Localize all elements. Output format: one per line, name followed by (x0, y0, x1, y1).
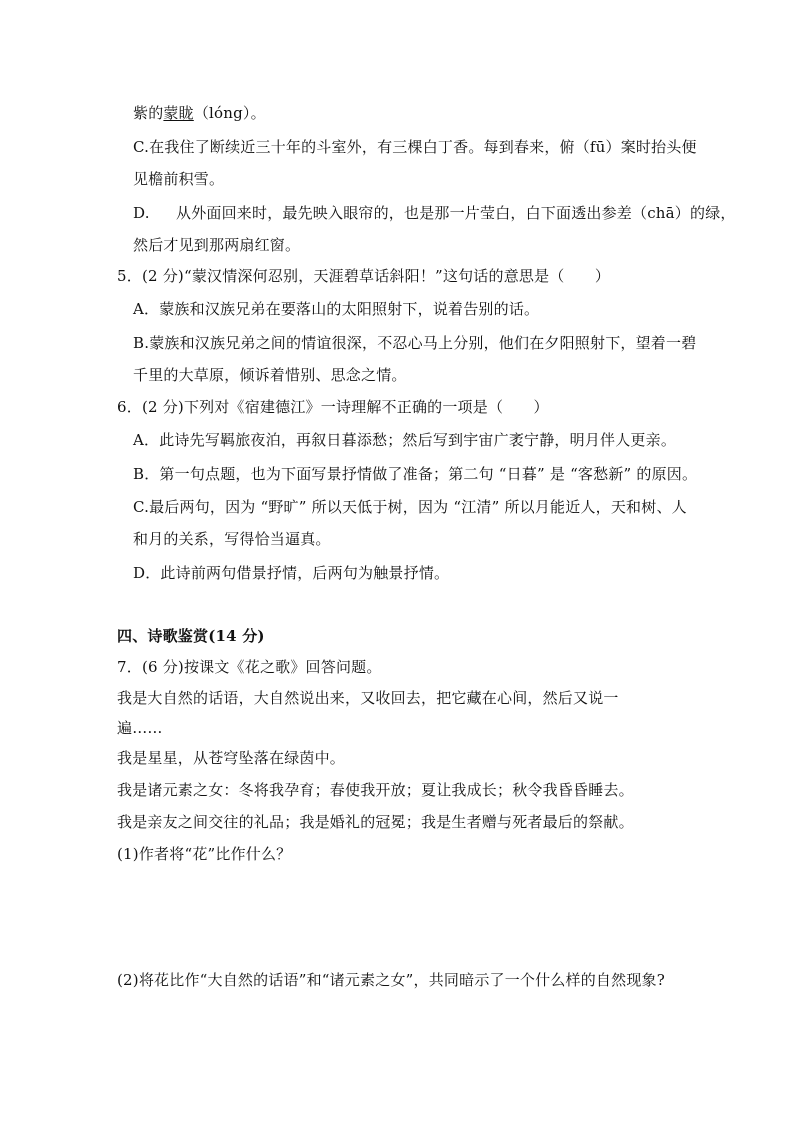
q7-passage-line4: 我是诸元素之女：冬将我孕育；春使我开放；夏让我成长；秋令我昏昏睡去。 (117, 781, 634, 799)
q7-subquestion-2: (2)将花比作“大自然的话语”和“诸元素之女”，共同暗示了一个什么样的自然现象? (117, 971, 665, 989)
q4-option-b-underlined-word: 蒙眬 (163, 104, 194, 122)
q6-option-a: A．此诗先写羁旅夜泊，再叙日暮添愁；然后写到宇宙广袤宁静，明月伴人更亲。 (133, 431, 677, 449)
q5-stem: 5．(2 分)“蒙汉情深何忍别，天涯碧草话斜阳！”这句话的意思是（ ） (117, 267, 611, 285)
q6-option-c-line2: 和月的关系，写得恰当逼真。 (133, 530, 331, 548)
section-4-heading: 四、诗歌鉴赏(14 分) (117, 627, 265, 645)
q4-option-b-text: 紫的 (133, 104, 164, 122)
q7-stem: 7．(6 分)按课文《花之歌》回答问题。 (117, 658, 382, 676)
q7-subquestion-1: (1)作者将“花”比作什么？ (117, 845, 292, 863)
q7-passage-line3: 我是星星，从苍穹坠落在绿茵中。 (117, 749, 346, 767)
q4-option-c-line2: 见檐前积雪。 (133, 170, 225, 188)
q4-option-b-pinyin: （lóng）。 (193, 104, 266, 122)
q4-option-d-line2: 然后才见到那两扇红窗。 (133, 236, 301, 254)
q4-option-b-continuation (133, 103, 266, 123)
q6-stem: 6．(2 分)下列对《宿建德江》一诗理解不正确的一项是（ ） (117, 398, 549, 416)
q6-option-c-line1: C.最后两句，因为 “野旷” 所以天低于树，因为 “江清” 所以月能近人，天和树、人 (133, 498, 687, 516)
q5-option-b-line1: B.蒙族和汉族兄弟之间的情谊很深，不忍心马上分别，他们在夕阳照射下，望着一碧 (133, 334, 697, 352)
q4-option-d-line1: 从外面回来时，最先映入眼帘的，也是那一片莹白，白下面透出参差（chā）的绿， (176, 204, 736, 222)
q6-option-b: B．第一句点题，也为下面写景抒情做了准备；第二句 “日暮” 是 “客愁新” 的原因。 (133, 465, 698, 483)
q5-option-a: A．蒙族和汉族兄弟在要落山的太阳照射下，说着告别的话。 (133, 300, 540, 318)
q7-passage-line1: 我是大自然的话语，大自然说出来，又收回去，把它藏在心间，然后又说一 (117, 689, 619, 707)
q7-passage-line2: 遍…… (117, 719, 163, 737)
q6-option-d: D．此诗前两句借景抒情，后两句为触景抒情。 (133, 564, 450, 582)
q4-option-c-line1: C.在我住了断续近三十年的斗室外，有三棵白丁香。每到春来，俯（fū）案时抬头便 (133, 138, 697, 156)
q5-option-b-line2: 千里的大草原，倾诉着惜别、思念之情。 (133, 366, 407, 384)
q7-passage-line5: 我是亲友之间交往的礼品；我是婚礼的冠冕；我是生者赠与死者最后的祭献。 (117, 813, 634, 831)
q4-option-d-label: D. (133, 204, 150, 222)
